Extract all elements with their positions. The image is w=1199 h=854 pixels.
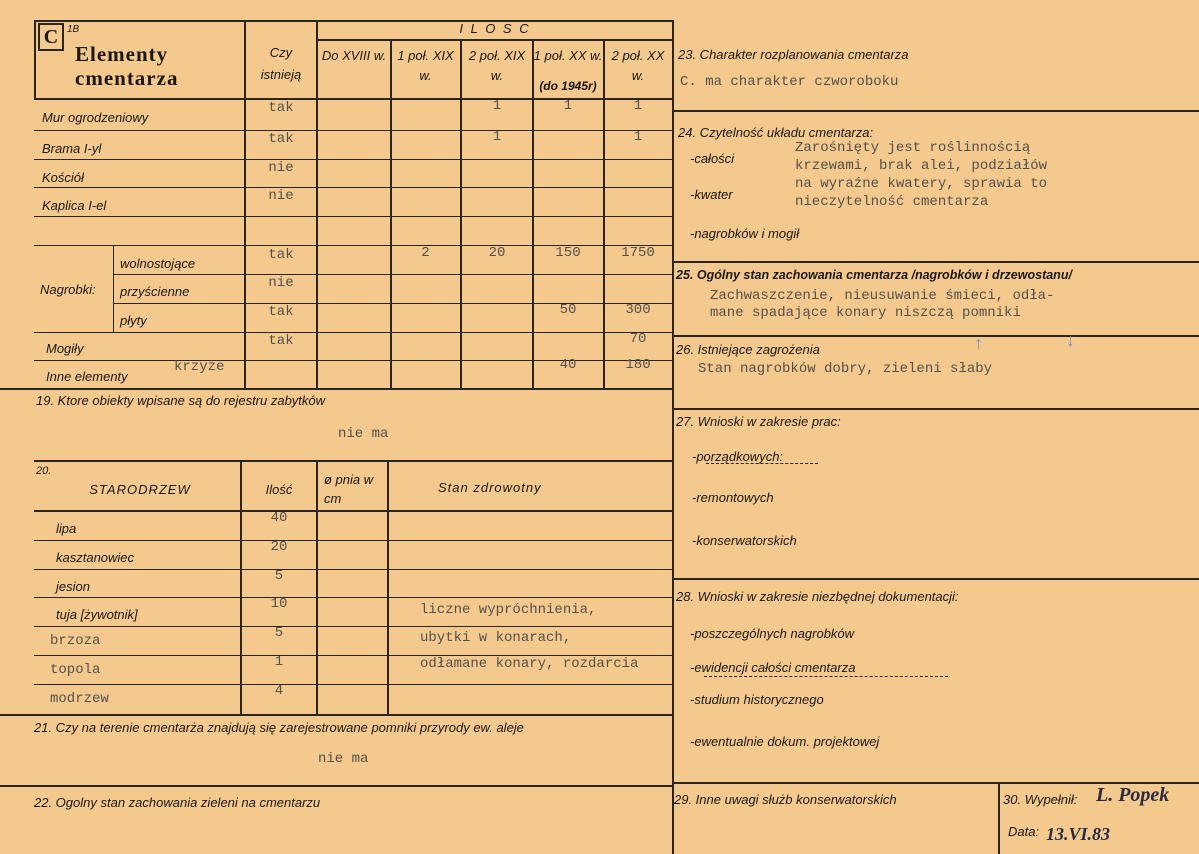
q29-label: 29. Inne uwagi służb konserwatorskich <box>674 792 897 807</box>
element-row-label: Kościół <box>42 170 84 185</box>
nagrobki-row-exists: tak <box>268 247 294 263</box>
q27-label: 27. Wnioski w zakresie prac: <box>676 414 841 429</box>
tree-name: brzoza <box>50 633 101 649</box>
tree-count: 1 <box>274 654 284 670</box>
q24-item-2: -nagrobków i mogił <box>690 226 800 241</box>
col-exists: Czy istnieją <box>260 45 302 82</box>
q23-answer: C. ma charakter czworoboku <box>680 74 899 90</box>
rule <box>672 408 1199 410</box>
element-row-label: Brama I-yl <box>42 141 102 156</box>
tree-health-line: odłamane konary, rozdarcia <box>420 656 639 672</box>
nagrobki-row-exists: nie <box>268 275 294 291</box>
title-line1: Elementy <box>75 42 169 66</box>
rule <box>34 569 674 570</box>
q20-col-tree: STARODRZEW <box>89 482 191 497</box>
nagrobki-row-label: płyty <box>120 313 147 328</box>
q25-answer-0: Zachwaszczenie, nieusuwanie śmieci, odła- <box>710 288 1055 304</box>
underline-rule <box>704 676 948 677</box>
rule <box>0 714 674 716</box>
q28-item-3: -ewentualnie dokum. projektowej <box>690 734 880 749</box>
rule <box>672 335 1199 337</box>
period-note: (do 1945r) <box>539 79 597 93</box>
tree-count: 40 <box>270 510 288 526</box>
q27-item-1: -remontowych <box>692 490 774 505</box>
ilosc-title: I L O S C <box>459 21 531 36</box>
mogily-exists: tak <box>268 333 294 349</box>
tree-name: topola <box>50 662 101 678</box>
rule <box>34 20 36 98</box>
q26-label: 26. Istniejące zagrożenia <box>676 342 820 357</box>
q24-item-0: -całości <box>690 151 735 166</box>
rule <box>113 246 114 332</box>
nagrobki-row-exists: tak <box>268 304 294 320</box>
q25-answer-1: mane spadające konary niszczą pomniki <box>710 305 1021 321</box>
tree-count: 20 <box>270 539 288 555</box>
rule <box>672 110 1199 112</box>
element-row-count: 1 <box>563 98 573 114</box>
q24-item-1: -kwater <box>690 187 733 202</box>
tree-name: tuja [żywotnik] <box>56 607 138 622</box>
mogily-p5: 70 <box>629 331 647 347</box>
rule <box>34 159 674 160</box>
q20-num: 20. <box>36 465 52 477</box>
nagrobki-row-count: 2 <box>421 245 430 261</box>
card-code-sub: 1B <box>67 24 80 35</box>
q20-col-health: Stan zdrowotny <box>438 480 542 495</box>
rule <box>34 216 674 217</box>
q26-answer: Stan nagrobków dobry, zieleni słaby <box>698 361 993 377</box>
mogily-label: Mogiły <box>46 341 84 356</box>
tree-health-line: liczne wypróchnienia, <box>420 602 597 618</box>
q25-label: 25. Ogólny stan zachowania cmentarza /nagrobków i drzewostanu/ <box>676 268 1072 282</box>
period-header: Do XVIII w. <box>321 48 387 63</box>
rule <box>316 39 673 41</box>
q24-answer-2: na wyraźne kwatery, sprawia to <box>795 176 1048 192</box>
element-row-exists: tak <box>268 131 294 147</box>
nagrobki-row-count: 300 <box>625 302 651 318</box>
element-row-label: Kaplica I-el <box>42 198 107 213</box>
q19-label: 19. Ktore obiekty wpisane są do rejestru zabytków <box>36 393 326 408</box>
nagrobki-row-label: wolnostojące <box>120 256 196 271</box>
q23-label: 23. Charakter rozplanowania cmentarza <box>678 47 909 62</box>
title-line2: cmentarza <box>75 66 179 90</box>
q28-item-1: -ewidencji całości cmentarza <box>690 660 856 675</box>
q27-item-0: -porządkowych: <box>692 449 784 464</box>
rule <box>34 332 674 333</box>
q30-filled-label: 30. Wypełnił: <box>1003 792 1078 807</box>
filled-by-signature: L. Popek <box>1096 784 1170 806</box>
rule <box>34 684 674 685</box>
nagrobki-row-count: 50 <box>559 302 577 318</box>
q24-label: 24. Czytelność układu cmentarza: <box>678 125 874 140</box>
q28-label: 28. Wnioski w zakresie niezbędnej dokumentacji: <box>676 589 959 604</box>
q30-date-label: Data: <box>1008 824 1040 839</box>
q28-item-2: -studium historycznego <box>690 692 824 707</box>
tree-count: 4 <box>274 683 284 699</box>
rule <box>34 597 674 598</box>
period-header: 2 poł. XX w. <box>611 48 665 83</box>
nagrobki-label: Nagrobki: <box>40 282 96 297</box>
tree-count: 5 <box>274 568 284 584</box>
element-row-count: 1 <box>633 98 643 114</box>
tree-name: modrzew <box>50 691 109 707</box>
tree-count: 10 <box>270 596 288 612</box>
inne-p5: 180 <box>625 357 651 373</box>
card-code: C <box>38 23 64 51</box>
q21-label: 21. Czy na terenie cmentarża znajdują się zarejestrowane pomniki przyrody ew. aleje <box>34 720 524 735</box>
rule <box>34 187 674 188</box>
nagrobki-row-count: 150 <box>555 245 581 261</box>
element-row-label: Mur ogrodzeniowy <box>42 110 149 125</box>
q20-col-count: Ilość <box>265 482 293 497</box>
element-row-count: 1 <box>492 129 502 145</box>
rule <box>34 130 674 131</box>
period-header: 2 poł. XIX w. <box>468 48 526 83</box>
rule <box>387 460 389 715</box>
element-row-count: 1 <box>492 98 502 114</box>
rule <box>34 460 674 462</box>
q27-item-2: -konserwatorskich <box>692 533 797 548</box>
rule <box>460 40 462 388</box>
rule <box>34 540 674 541</box>
underline-rule <box>706 463 818 464</box>
rule <box>998 782 1000 854</box>
fill-date: 13.VI.83 <box>1046 824 1111 844</box>
rule <box>0 388 674 390</box>
element-row-exists: nie <box>268 188 294 204</box>
inne-label: Inne elementy <box>46 369 128 384</box>
period-header: 1 poł. XIX w. <box>397 48 454 83</box>
q22-label: 22. Ogolny stan zachowania zieleni na cmentarzu <box>34 795 321 810</box>
element-row-exists: nie <box>268 160 294 176</box>
q24-answer-1: krzewami, brak alei, podziałów <box>795 158 1048 174</box>
rule <box>0 785 674 787</box>
q24-answer-0: Zarośnięty jest roślinnością <box>795 140 1031 156</box>
tree-count: 5 <box>274 625 284 641</box>
tree-name: lipa <box>56 521 77 536</box>
rule <box>240 460 242 715</box>
q21-answer: nie ma <box>318 751 369 767</box>
nagrobki-row-count: 1750 <box>621 245 655 261</box>
inne-typed: krzyże <box>174 359 225 375</box>
rule <box>34 510 674 512</box>
q19-answer: nie ma <box>338 426 389 442</box>
pencil-arrow-down-icon: ↓ <box>1066 330 1075 350</box>
nagrobki-row-label: przyścienne <box>120 284 190 299</box>
rule <box>316 460 318 715</box>
rule <box>672 261 1199 263</box>
nagrobki-row-count: 20 <box>488 245 506 261</box>
rule <box>34 626 674 627</box>
rule <box>390 40 392 388</box>
period-header: 1 poł. XX w. <box>533 48 603 63</box>
tree-name: kasztanowiec <box>56 550 135 565</box>
rule <box>114 274 674 275</box>
element-row-count: 1 <box>633 129 643 145</box>
rule <box>672 578 1199 580</box>
q28-item-0: -poszczególnych nagrobków <box>690 626 855 641</box>
tree-name: jesion <box>56 579 90 594</box>
element-row-exists: tak <box>268 100 294 116</box>
inne-p4: 40 <box>559 357 577 373</box>
tree-health-line: ubytki w konarach, <box>420 630 572 646</box>
q20-col-diam: ø pnia w cm <box>324 472 374 506</box>
rule <box>672 20 674 854</box>
pencil-arrow-up-icon: ↑ <box>974 333 983 353</box>
q24-answer-3: nieczytelność cmentarza <box>795 194 989 210</box>
